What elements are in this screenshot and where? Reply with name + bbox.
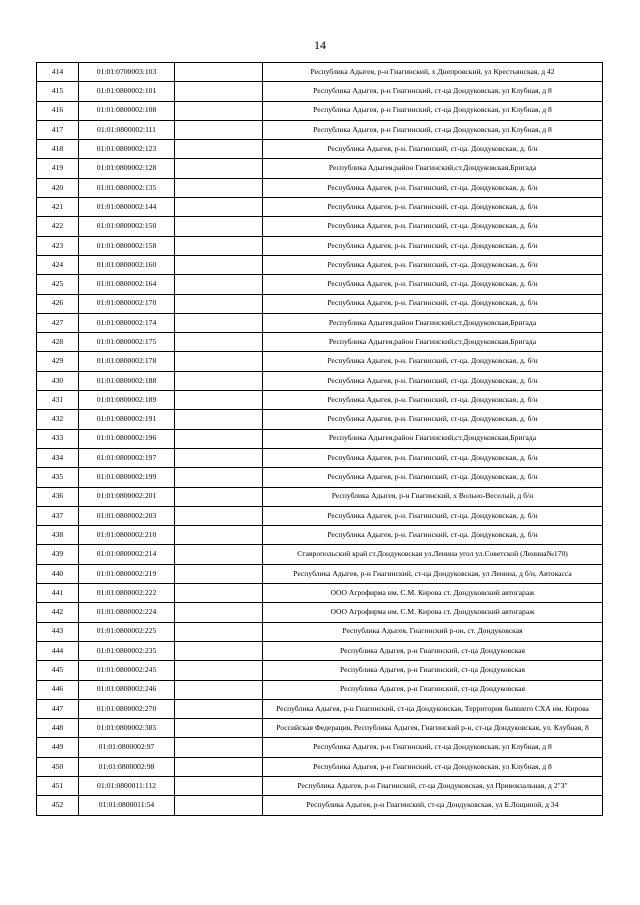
- cadastral-number-cell: 01:01:0800011:112: [79, 776, 175, 795]
- empty-cell: [175, 333, 263, 352]
- empty-cell: [175, 545, 263, 564]
- cadastral-number-cell: 01:01:0800002:222: [79, 584, 175, 603]
- empty-cell: [175, 313, 263, 332]
- row-number-cell: 440: [37, 564, 79, 583]
- empty-cell: [175, 82, 263, 101]
- row-number-cell: 429: [37, 352, 79, 371]
- empty-cell: [175, 719, 263, 738]
- table-row: [37, 448, 603, 467]
- cadastral-number-cell: 01:01:0800002:98: [79, 757, 175, 776]
- address-cell: Республика Адыгея, р-н Гиагинский, ст-ца Дондуковская, ул Клубная, д 8: [263, 738, 603, 757]
- empty-cell: [175, 487, 263, 506]
- row-number-cell: 417: [37, 120, 79, 139]
- row-number-cell: 439: [37, 545, 79, 564]
- table-row: [37, 391, 603, 410]
- address-cell: Республика Адыгея, р-н Гиагинский, ст-ца Дондуковская, ул Клубная, д 8: [263, 120, 603, 139]
- table-row: [37, 468, 603, 487]
- row-number-cell: 450: [37, 757, 79, 776]
- cadastral-number-cell: 01:01:0800002:188: [79, 371, 175, 390]
- table-row: [37, 63, 603, 82]
- empty-cell: [175, 371, 263, 390]
- cadastral-number-cell: 01:01:0800002:178: [79, 352, 175, 371]
- row-number-cell: 422: [37, 217, 79, 236]
- cadastral-number-cell: 01:01:0800002:189: [79, 391, 175, 410]
- page-number: 14: [314, 38, 326, 52]
- cadastral-number-cell: 01:01:0800002:219: [79, 564, 175, 583]
- row-number-cell: 445: [37, 661, 79, 680]
- address-cell: Республика Адыгея, р-н Гиагинский, х Днепровский, ул Крестьянская, д 42: [263, 63, 603, 82]
- empty-cell: [175, 352, 263, 371]
- empty-cell: [175, 391, 263, 410]
- cadastral-number-cell: 01:01:0800002:203: [79, 506, 175, 525]
- empty-cell: [175, 236, 263, 255]
- table-row: [37, 661, 603, 680]
- empty-cell: [175, 776, 263, 795]
- empty-cell: [175, 275, 263, 294]
- empty-cell: [175, 159, 263, 178]
- row-number-cell: 414: [37, 63, 79, 82]
- table-row: [37, 603, 603, 622]
- empty-cell: [175, 63, 263, 82]
- cadastral-number-cell: 01:01:0800002:246: [79, 680, 175, 699]
- address-cell: Республика Адыгея, р-н. Гиагинский, ст-ца. Дондуковская, д. б/н: [263, 198, 603, 217]
- empty-cell: [175, 738, 263, 757]
- table-row: [37, 526, 603, 545]
- address-cell: Республика Адыгея, р-н Гиагинский, ст-ца Дондуковская, ул Б.Лощиной, д 34: [263, 796, 603, 815]
- address-cell: Республика Адыгея, р-н. Гиагинский, ст-ца. Дондуковская, д. б/н: [263, 506, 603, 525]
- row-number-cell: 432: [37, 410, 79, 429]
- table-row: [37, 796, 603, 815]
- row-number-cell: 424: [37, 255, 79, 274]
- address-cell: Республика Адыгея,район Гиагинский,ст.Дондуковская,Бригада: [263, 333, 603, 352]
- empty-cell: [175, 680, 263, 699]
- table-row: [37, 178, 603, 197]
- row-number-cell: 443: [37, 622, 79, 641]
- row-number-cell: 451: [37, 776, 79, 795]
- address-cell: Республика Адыгея, р-н. Гиагинский, ст-ца. Дондуковская, д. б/н: [263, 255, 603, 274]
- address-cell: Республика Адыгея,район Гиагинский,ст.Дондуковская,Бригада: [263, 429, 603, 448]
- table-row: [37, 680, 603, 699]
- address-cell: Республика Адыгея, р-н Гиагинский, ст-ца Дондуковская, ул Клубная, д 8: [263, 101, 603, 120]
- row-number-cell: 430: [37, 371, 79, 390]
- table-row: [37, 584, 603, 603]
- empty-cell: [175, 448, 263, 467]
- cadastral-number-cell: 01:01:0800002:170: [79, 294, 175, 313]
- table-row: [37, 140, 603, 159]
- row-number-cell: 435: [37, 468, 79, 487]
- table-row: [37, 352, 603, 371]
- address-cell: ООО Агрофирма им. С.М. Кирова ст. Дондуковский автогараж: [263, 584, 603, 603]
- cadastral-number-cell: 01:01:0800002:270: [79, 699, 175, 718]
- row-number-cell: 446: [37, 680, 79, 699]
- cadastral-number-cell: 01:01:0800002:191: [79, 410, 175, 429]
- cadastral-number-cell: 01:01:0800002:199: [79, 468, 175, 487]
- table-row: [37, 545, 603, 564]
- cadastral-number-cell: 01:01:0800002:224: [79, 603, 175, 622]
- address-cell: Республика Адыгея, р-н Гиагинский, ст-ца Дондуковская, ул Клубная, д 8: [263, 757, 603, 776]
- address-cell: Республика Адыгея, р-н. Гиагинский, ст-ца. Дондуковская, д. б/н: [263, 371, 603, 390]
- table-row: [37, 255, 603, 274]
- table-row: [37, 776, 603, 795]
- address-cell: Республика Адыгея, р-н. Гиагинский, ст-ца. Дондуковская, д. б/н: [263, 140, 603, 159]
- table-row: [37, 719, 603, 738]
- table-row: [37, 410, 603, 429]
- cadastral-number-cell: 01:01:0800002:123: [79, 140, 175, 159]
- cadastral-number-cell: 01:01:0800002:135: [79, 178, 175, 197]
- table-row: [37, 275, 603, 294]
- row-number-cell: 433: [37, 429, 79, 448]
- table-row: [37, 313, 603, 332]
- address-cell: Республика Адыгея, р-н. Гиагинский, ст-ца. Дондуковская, д. б/н: [263, 448, 603, 467]
- row-number-cell: 448: [37, 719, 79, 738]
- empty-cell: [175, 468, 263, 487]
- empty-cell: [175, 217, 263, 236]
- empty-cell: [175, 294, 263, 313]
- table-row: [37, 641, 603, 660]
- address-cell: Республика Адыгея, р-н. Гиагинский, ст-ца. Дондуковская, д. б/н: [263, 178, 603, 197]
- address-cell: Республика Адыгея, р-н. Гиагинский, ст-ца. Дондуковская, д. б/н: [263, 468, 603, 487]
- row-number-cell: 416: [37, 101, 79, 120]
- address-cell: Республика Адыгея, р-н. Гиагинский, ст-ца. Дондуковская, д. б/н: [263, 217, 603, 236]
- cadastral-number-cell: 01:01:0800002:164: [79, 275, 175, 294]
- empty-cell: [175, 101, 263, 120]
- cadastral-number-cell: 01:01:0800002:111: [79, 120, 175, 139]
- cadastral-number-cell: 01:01:0800002:150: [79, 217, 175, 236]
- empty-cell: [175, 699, 263, 718]
- empty-cell: [175, 120, 263, 139]
- row-number-cell: 419: [37, 159, 79, 178]
- row-number-cell: 434: [37, 448, 79, 467]
- address-cell: Республика Адыгея, р-н Гиагинский, ст-ца Дондуковская: [263, 641, 603, 660]
- cadastral-number-cell: 01:01:0700003:103: [79, 63, 175, 82]
- cadastral-number-cell: 01:01:0800002:385: [79, 719, 175, 738]
- table-row: [37, 198, 603, 217]
- table-row: [37, 699, 603, 718]
- row-number-cell: 418: [37, 140, 79, 159]
- table-row: [37, 371, 603, 390]
- registry-body: [37, 63, 603, 816]
- row-number-cell: 423: [37, 236, 79, 255]
- cadastral-number-cell: 01:01:0800002:175: [79, 333, 175, 352]
- address-cell: Республика Адыгея,район Гиагинский,ст.Дондуковская,Бригада: [263, 159, 603, 178]
- table-row: [37, 622, 603, 641]
- address-cell: Республика Адыгея, р-н. Гиагинский, ст-ца. Дондуковская, д. б/н: [263, 236, 603, 255]
- row-number-cell: 452: [37, 796, 79, 815]
- empty-cell: [175, 198, 263, 217]
- empty-cell: [175, 178, 263, 197]
- row-number-cell: 421: [37, 198, 79, 217]
- address-cell: Республика Адыгея, р-н Гиагинский, ст-ца Дондуковская, ул Привокзальная, д 2"З": [263, 776, 603, 795]
- row-number-cell: 428: [37, 333, 79, 352]
- address-cell: Российская Федерация, Республика Адыгея, Гиагинский р-н, ст-ца Дондуковская, ул. Клубная, 8: [263, 719, 603, 738]
- cadastral-number-cell: 01:01:0800002:158: [79, 236, 175, 255]
- address-cell: Республика Адыгея, р-н. Гиагинский, ст-ца. Дондуковская, д. б/н: [263, 275, 603, 294]
- row-number-cell: 425: [37, 275, 79, 294]
- table-row: [37, 236, 603, 255]
- address-cell: Республика Адыгея,район Гиагинский,ст.Дондуковская,Бригада: [263, 313, 603, 332]
- empty-cell: [175, 641, 263, 660]
- table-row: [37, 506, 603, 525]
- table-row: [37, 217, 603, 236]
- empty-cell: [175, 796, 263, 815]
- row-number-cell: 436: [37, 487, 79, 506]
- table-row: [37, 738, 603, 757]
- row-number-cell: 427: [37, 313, 79, 332]
- table-row: [37, 294, 603, 313]
- cadastral-number-cell: 01:01:0800002:101: [79, 82, 175, 101]
- empty-cell: [175, 584, 263, 603]
- cadastral-number-cell: 01:01:0800002:197: [79, 448, 175, 467]
- empty-cell: [175, 564, 263, 583]
- address-cell: Республика Адыгея, р-н. Гиагинский, ст-ца. Дондуковская, д. б/н: [263, 391, 603, 410]
- table-row: [37, 82, 603, 101]
- address-cell: ООО Агрофирма им. С.М. Кирова ст. Дондуковский автогараж: [263, 603, 603, 622]
- empty-cell: [175, 603, 263, 622]
- address-cell: Республика Адыгея, р-н Гиагинский, ст-ца Дондуковская: [263, 661, 603, 680]
- row-number-cell: 447: [37, 699, 79, 718]
- empty-cell: [175, 622, 263, 641]
- empty-cell: [175, 140, 263, 159]
- address-cell: Республика Адыгея, р-н. Гиагинский, ст-ца. Дондуковская, д. б/н: [263, 352, 603, 371]
- cadastral-number-cell: 01:01:0800002:128: [79, 159, 175, 178]
- cadastral-number-cell: 01:01:0800002:225: [79, 622, 175, 641]
- address-cell: Республика Адыгея, р-н. Гиагинский, ст-ца. Дондуковская, д. б/н: [263, 526, 603, 545]
- cadastral-number-cell: 01:01:0800002:108: [79, 101, 175, 120]
- empty-cell: [175, 255, 263, 274]
- cadastral-number-cell: 01:01:0800002:214: [79, 545, 175, 564]
- table-row: [37, 487, 603, 506]
- cadastral-number-cell: 01:01:0800002:201: [79, 487, 175, 506]
- address-cell: Республика Адыгея, р-н Гиагинский, ст-ца Дондуковская, ул Клубная, д 8: [263, 82, 603, 101]
- empty-cell: [175, 661, 263, 680]
- cadastral-number-cell: 01:01:0800002:235: [79, 641, 175, 660]
- address-cell: Республика Адыгея, р-н Гиагинский, х Вольно-Веселый, д б/н: [263, 487, 603, 506]
- address-cell: Республика Адыгея, р-н Гиагинский, ст-ца Дондуковская: [263, 680, 603, 699]
- property-registry-table: [36, 62, 603, 816]
- table-row: [37, 333, 603, 352]
- address-cell: Республика Адыгея, р-н. Гиагинский, ст-ца. Дондуковская, д. б/н: [263, 410, 603, 429]
- table-row: [37, 429, 603, 448]
- row-number-cell: 437: [37, 506, 79, 525]
- table-row: [37, 120, 603, 139]
- address-cell: Республика Адыгея, р-н Гиагинский, ст-ца Дондуковская, ул Ленина, д б/н, Автокасса: [263, 564, 603, 583]
- row-number-cell: 420: [37, 178, 79, 197]
- table-row: [37, 564, 603, 583]
- table-row: [37, 757, 603, 776]
- cadastral-number-cell: 01:01:0800002:210: [79, 526, 175, 545]
- row-number-cell: 415: [37, 82, 79, 101]
- empty-cell: [175, 506, 263, 525]
- row-number-cell: 431: [37, 391, 79, 410]
- cadastral-number-cell: 01:01:0800002:144: [79, 198, 175, 217]
- row-number-cell: 426: [37, 294, 79, 313]
- address-cell: Республика Адыгея, Гиагинский р-он, ст. Дондуковская: [263, 622, 603, 641]
- empty-cell: [175, 429, 263, 448]
- cadastral-number-cell: 01:01:0800002:160: [79, 255, 175, 274]
- row-number-cell: 442: [37, 603, 79, 622]
- cadastral-number-cell: 01:01:0800002:174: [79, 313, 175, 332]
- address-cell: Республика Адыгея, р-н Гиагинский, ст-ца Дондуковская, Территория бывшего СХА им. Кирова: [263, 699, 603, 718]
- row-number-cell: 444: [37, 641, 79, 660]
- row-number-cell: 449: [37, 738, 79, 757]
- cadastral-number-cell: 01:01:0800002:245: [79, 661, 175, 680]
- table-row: [37, 101, 603, 120]
- empty-cell: [175, 410, 263, 429]
- address-cell: Республика Адыгея, р-н. Гиагинский, ст-ца. Дондуковская, д. б/н: [263, 294, 603, 313]
- row-number-cell: 438: [37, 526, 79, 545]
- row-number-cell: 441: [37, 584, 79, 603]
- cadastral-number-cell: 01:01:0800011:54: [79, 796, 175, 815]
- cadastral-number-cell: 01:01:0800002:97: [79, 738, 175, 757]
- table-row: [37, 159, 603, 178]
- cadastral-number-cell: 01:01:0800002:196: [79, 429, 175, 448]
- empty-cell: [175, 757, 263, 776]
- empty-cell: [175, 526, 263, 545]
- address-cell: Ставропольский край ст.Дондуковская ул.Ленина угол ул.Советской (Ленина№170): [263, 545, 603, 564]
